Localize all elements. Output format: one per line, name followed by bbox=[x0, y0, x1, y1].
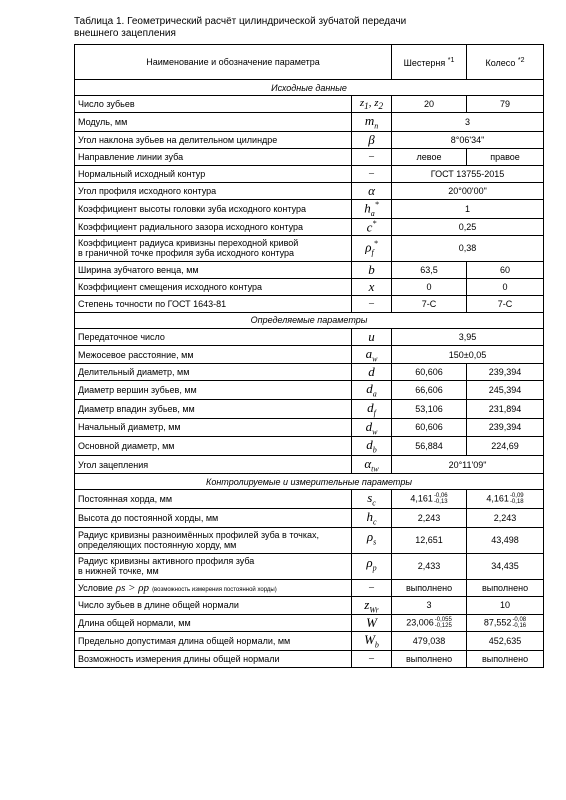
param-name: Коэффициент высоты головки зуба исходного контура bbox=[75, 199, 352, 218]
param-name: Начальный диаметр, мм bbox=[75, 418, 352, 437]
gear-value: 3 bbox=[392, 596, 467, 615]
table-row bbox=[75, 148, 544, 165]
param-symbol: $a_w$ bbox=[352, 345, 392, 364]
gear-value: 12,651 bbox=[392, 527, 467, 553]
param-name: Ширина зубчатого венца, мм bbox=[75, 261, 352, 278]
param-name: Высота до постоянной хорды, мм bbox=[75, 509, 352, 528]
param-name: Угол профиля исходного контура bbox=[75, 182, 352, 199]
gear-value: левое bbox=[392, 148, 467, 165]
table-row bbox=[75, 650, 544, 667]
gear-value: 53,106 bbox=[392, 400, 467, 419]
param-symbol: β bbox=[352, 131, 392, 148]
section-determined: Определяемые параметры bbox=[75, 312, 544, 328]
param-symbol: α bbox=[352, 182, 392, 199]
wheel-value: выполнено bbox=[467, 650, 544, 667]
gear-value: 4,161-0,06 -0,13 bbox=[392, 490, 467, 509]
tolerance: -0,06 -0,13 bbox=[433, 493, 448, 506]
table-row bbox=[75, 455, 544, 474]
table-row bbox=[75, 596, 544, 615]
wheel-value: выполнено bbox=[467, 579, 544, 596]
wheel-value: 79 bbox=[467, 96, 544, 113]
table-row bbox=[75, 278, 544, 295]
table-row bbox=[75, 199, 544, 218]
table-row bbox=[75, 527, 544, 553]
param-name: Диаметр впадин зубьев, мм bbox=[75, 400, 352, 419]
param-symbol: d bbox=[352, 364, 392, 381]
gear-value: 60,606 bbox=[392, 364, 467, 381]
param-symbol: $\overline{s}_c$ bbox=[352, 490, 392, 509]
param-symbol: c* bbox=[352, 218, 392, 235]
wheel-value: 224,69 bbox=[467, 437, 544, 456]
table-row bbox=[75, 553, 544, 579]
common-value: 3,95 bbox=[392, 328, 544, 345]
table-row bbox=[75, 632, 544, 651]
common-value: 20°11'09" bbox=[392, 455, 544, 474]
table-row bbox=[75, 615, 544, 632]
wheel-value: 0 bbox=[467, 278, 544, 295]
param-symbol: b bbox=[352, 261, 392, 278]
section-row bbox=[75, 474, 544, 490]
param-symbol: – bbox=[352, 148, 392, 165]
param-name: Коэффициент радиального зазора исходного контура bbox=[75, 218, 352, 235]
param-symbol: $\rho_f^*$ bbox=[352, 235, 392, 261]
param-name: Радиус кривизны разноимённых профилей зуба в точках, определяющих постоянную хорду, мм bbox=[75, 527, 352, 553]
param-symbol: $\rho_s$ bbox=[352, 527, 392, 553]
table-row bbox=[75, 182, 544, 199]
gear-value: 60,606 bbox=[392, 418, 467, 437]
tolerance: -0,055 -0,125 bbox=[434, 617, 452, 630]
wheel-value: 43,498 bbox=[467, 527, 544, 553]
param-symbol: $z_{Wr}$ bbox=[352, 596, 392, 615]
param-name: Диаметр вершин зубьев, мм bbox=[75, 381, 352, 400]
param-name: Условие ρs > ρp (возможность измерения постоянной хорды) bbox=[75, 579, 352, 596]
wheel-value: 7-С bbox=[467, 295, 544, 312]
wheel-value: 245,394 bbox=[467, 381, 544, 400]
param-name: Передаточное число bbox=[75, 328, 352, 345]
param-symbol: – bbox=[352, 295, 392, 312]
table-row bbox=[75, 218, 544, 235]
header-wheel: Колесо $^{*2}$ bbox=[467, 45, 544, 80]
wheel-value: 10 bbox=[467, 596, 544, 615]
common-value: 0,25 bbox=[392, 218, 544, 235]
param-name: Возможность измерения длины общей нормали bbox=[75, 650, 352, 667]
table-row bbox=[75, 131, 544, 148]
param-name: Радиус кривизны активного профиля зуба в нижней точке, мм bbox=[75, 553, 352, 579]
wheel-value: 2,243 bbox=[467, 509, 544, 528]
param-symbol: $h_a^*$ bbox=[352, 199, 392, 218]
common-value: 20°00'00" bbox=[392, 182, 544, 199]
param-name: Постоянная хорда, мм bbox=[75, 490, 352, 509]
header-param: Наименование и обозначение параметра bbox=[75, 45, 392, 80]
table-row bbox=[75, 400, 544, 419]
common-value: 150±0,05 bbox=[392, 345, 544, 364]
table-row bbox=[75, 509, 544, 528]
param-name: Степень точности по ГОСТ 1643-81 bbox=[75, 295, 352, 312]
param-symbol: x bbox=[352, 278, 392, 295]
table-row bbox=[75, 579, 544, 596]
table-row bbox=[75, 364, 544, 381]
param-name: Делительный диаметр, мм bbox=[75, 364, 352, 381]
param-name: Направление линии зуба bbox=[75, 148, 352, 165]
common-value: 3 bbox=[392, 113, 544, 132]
gear-calculation-table bbox=[74, 44, 544, 668]
table-row bbox=[75, 295, 544, 312]
param-symbol: u bbox=[352, 328, 392, 345]
table-row bbox=[75, 235, 544, 261]
gear-value: 2,433 bbox=[392, 553, 467, 579]
param-name: Предельно допустимая длина общей нормали, мм bbox=[75, 632, 352, 651]
gear-value: выполнено bbox=[392, 650, 467, 667]
tolerance: -0,09 -0,18 bbox=[509, 493, 524, 506]
gear-value: 479,038 bbox=[392, 632, 467, 651]
param-symbol: – bbox=[352, 579, 392, 596]
gear-value: 7-С bbox=[392, 295, 467, 312]
caption-line-1: Таблица 1. Геометрический расчёт цилиндрической зубчатой передачи bbox=[74, 16, 407, 27]
param-name: Коэффициент смещения исходного контура bbox=[75, 278, 352, 295]
param-symbol: $\overline{h}_c$ bbox=[352, 509, 392, 528]
common-value: 0,38 bbox=[392, 235, 544, 261]
section-row bbox=[75, 312, 544, 328]
common-value: 8°06'34" bbox=[392, 131, 544, 148]
section-row bbox=[75, 80, 544, 96]
table-row bbox=[75, 328, 544, 345]
wheel-value: 239,394 bbox=[467, 364, 544, 381]
param-name: Основной диаметр, мм bbox=[75, 437, 352, 456]
gear-value: 23,006-0,055 -0,125 bbox=[392, 615, 467, 632]
table-row bbox=[75, 113, 544, 132]
param-name: Коэффициент радиуса кривизны переходной кривой в граничной точке профиля зуба исходного контура bbox=[75, 235, 352, 261]
param-name: Межосевое расстояние, мм bbox=[75, 345, 352, 364]
param-name: Угол наклона зубьев на делительном цилиндре bbox=[75, 131, 352, 148]
table-caption bbox=[74, 16, 406, 40]
table-row bbox=[75, 418, 544, 437]
table-header-row bbox=[75, 45, 544, 80]
table-row bbox=[75, 437, 544, 456]
common-value: 1 bbox=[392, 199, 544, 218]
gear-value: 56,884 bbox=[392, 437, 467, 456]
param-symbol: $z_1$, $z_2$ bbox=[352, 96, 392, 113]
wheel-value: 452,635 bbox=[467, 632, 544, 651]
condition-note: (возможность измерения постоянной хорды) bbox=[152, 586, 277, 593]
param-symbol: $\rho_p$ bbox=[352, 553, 392, 579]
param-name: Число зубьев в длине общей нормали bbox=[75, 596, 352, 615]
param-symbol: $W_b$ bbox=[352, 632, 392, 651]
common-value: ГОСТ 13755-2015 bbox=[392, 165, 544, 182]
wheel-value: 34,435 bbox=[467, 553, 544, 579]
gear-value: 2,243 bbox=[392, 509, 467, 528]
table-row bbox=[75, 96, 544, 113]
gear-value: выполнено bbox=[392, 579, 467, 596]
param-symbol: W bbox=[352, 615, 392, 632]
header-gear: Шестерня $^{*1}$ bbox=[392, 45, 467, 80]
param-symbol: $d_a$ bbox=[352, 381, 392, 400]
caption-line-2: внешнего зацепления bbox=[74, 28, 176, 39]
table-row bbox=[75, 165, 544, 182]
param-symbol: $d_b$ bbox=[352, 437, 392, 456]
param-name: Число зубьев bbox=[75, 96, 352, 113]
param-symbol: $\alpha_{tw}$ bbox=[352, 455, 392, 474]
wheel-value: 231,894 bbox=[467, 400, 544, 419]
param-symbol: $m_n$ bbox=[352, 113, 392, 132]
param-name: Длина общей нормали, мм bbox=[75, 615, 352, 632]
table-row bbox=[75, 381, 544, 400]
param-name: Угол зацепления bbox=[75, 455, 352, 474]
param-name: Нормальный исходный контур bbox=[75, 165, 352, 182]
table-row bbox=[75, 490, 544, 509]
param-symbol: – bbox=[352, 165, 392, 182]
condition-expression: ρs > ρp bbox=[115, 581, 150, 594]
wheel-value: 60 bbox=[467, 261, 544, 278]
param-name: Модуль, мм bbox=[75, 113, 352, 132]
gear-value: 66,606 bbox=[392, 381, 467, 400]
param-symbol: – bbox=[352, 650, 392, 667]
wheel-value: 4,161-0,09 -0,18 bbox=[467, 490, 544, 509]
gear-value: 63,5 bbox=[392, 261, 467, 278]
gear-value: 0 bbox=[392, 278, 467, 295]
table-row bbox=[75, 345, 544, 364]
param-symbol: $d_f$ bbox=[352, 400, 392, 419]
gear-value: 20 bbox=[392, 96, 467, 113]
table-row bbox=[75, 261, 544, 278]
wheel-value: 239,394 bbox=[467, 418, 544, 437]
wheel-value: правое bbox=[467, 148, 544, 165]
section-control: Контролируемые и измерительные параметры bbox=[75, 474, 544, 490]
tolerance: -0,08 -0,16 bbox=[512, 617, 527, 630]
wheel-value: 87,552-0,08 -0,16 bbox=[467, 615, 544, 632]
section-initial: Исходные данные bbox=[75, 80, 544, 96]
param-symbol: $d_w$ bbox=[352, 418, 392, 437]
